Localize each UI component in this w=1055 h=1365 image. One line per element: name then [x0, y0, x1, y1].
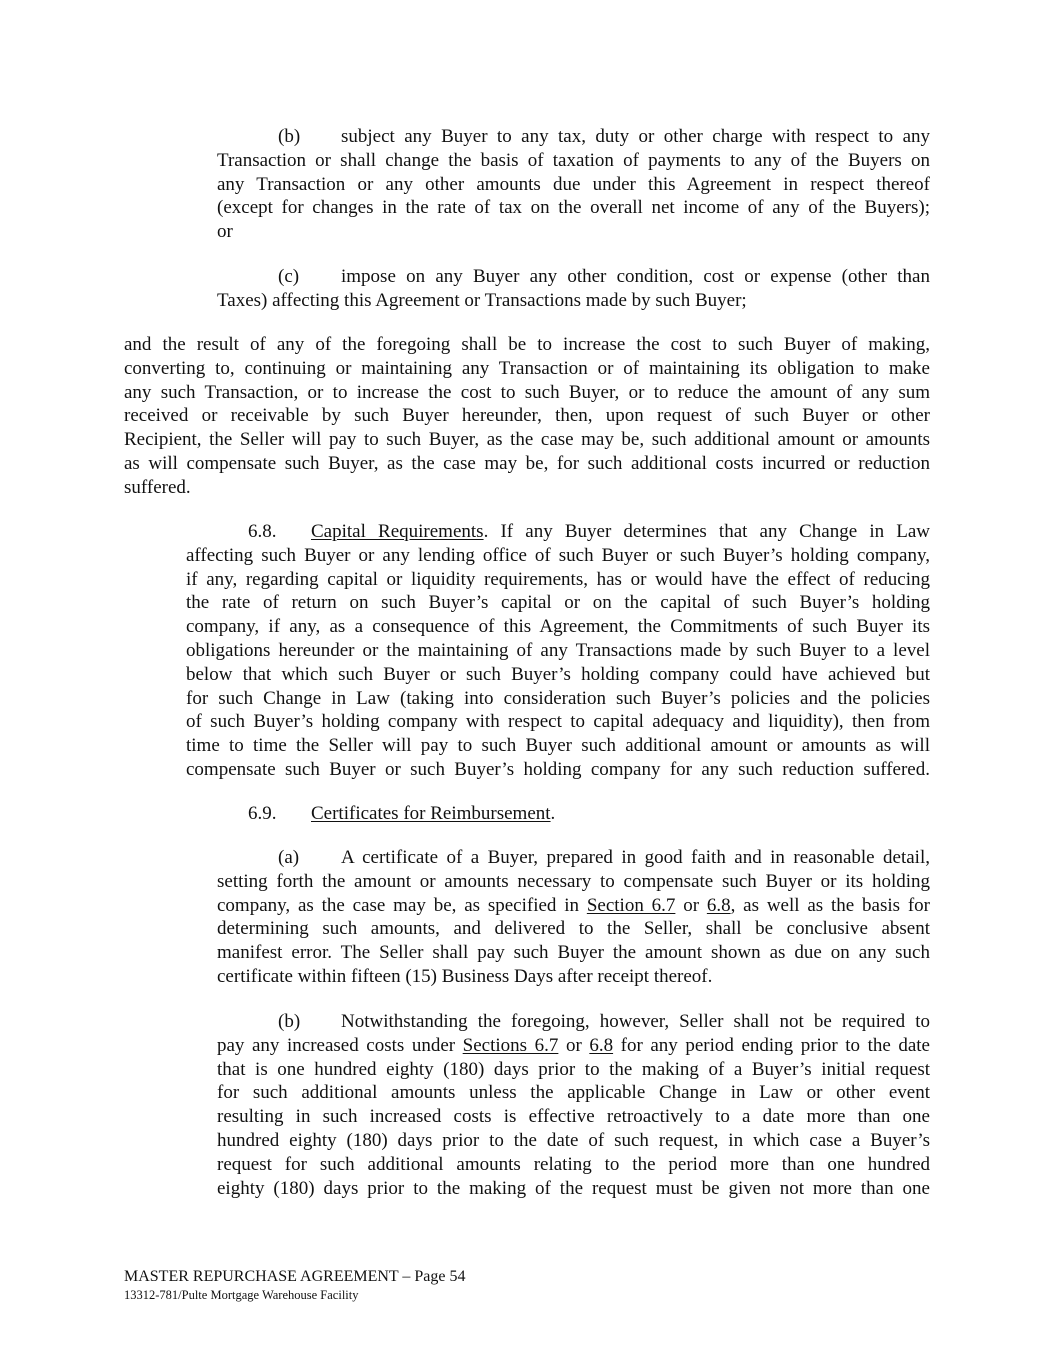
text-segment: Notwithstanding the foregoing, however, Seller shall not be required to — [341, 1011, 930, 1032]
cross-reference: Sections 6.7 — [462, 1034, 559, 1056]
text-segment: Taxes) affecting this Agreement or Transactions made by such Buyer; — [217, 289, 747, 311]
paragraph-b-tax — [217, 125, 930, 244]
text-segment: determining such amounts, and delivered to the Seller, shall be conclusive absent — [217, 918, 930, 940]
text-line — [186, 663, 930, 687]
text-segment: resulting in such increased costs is effective retroactively to a date more than one — [217, 1106, 930, 1128]
text-segment: . — [550, 803, 556, 824]
paragraph-c-conditions — [217, 265, 930, 313]
paragraph-label: 6.9. — [248, 803, 277, 824]
text-line — [217, 1010, 930, 1034]
text-line — [186, 520, 930, 544]
text-segment: for such additional amounts unless the applicable Change in Law or other event — [217, 1082, 930, 1104]
text-line — [124, 428, 930, 452]
text-line — [124, 333, 930, 357]
text-line — [186, 687, 930, 711]
text-line — [124, 357, 930, 381]
text-segment: that is one hundred eighty (180) days prior to the making of a Buyer’s initial request — [217, 1058, 930, 1080]
text-line — [217, 1177, 930, 1201]
text-line — [217, 1105, 930, 1129]
text-segment: or — [558, 1034, 590, 1056]
text-line — [186, 615, 930, 639]
text-segment: compensate such Buyer or such Buyer’s holding company for any such reduction suffered. — [186, 758, 930, 780]
text-line — [186, 710, 930, 734]
text-line — [217, 894, 930, 918]
text-segment: if any, regarding capital or liquidity requirements, has or would have the effect of reducing — [186, 568, 930, 590]
cross-reference: Capital Requirements — [311, 521, 484, 542]
text-segment: company, if any, as a consequence of this Agreement, the Commitments of such Buyer its — [186, 616, 930, 638]
text-line — [124, 476, 930, 500]
text-segment: obligations hereunder or the maintaining of any Transactions made by such Buyer to a level — [186, 639, 930, 661]
text-segment: converting to, continuing or maintaining any Transaction or of maintaining its obligation to make — [124, 357, 930, 379]
text-segment: and the result of any of the foregoing shall be to increase the cost to such Buyer of making, — [124, 334, 930, 355]
text-segment: or — [675, 894, 707, 916]
cross-reference: Certificates for Reimbursement — [311, 803, 551, 824]
text-line — [217, 125, 930, 149]
paragraph-result — [124, 333, 930, 500]
text-line — [217, 220, 930, 244]
text-segment: (except for changes in the rate of tax on the overall net income of any of the Buyers); — [217, 197, 930, 219]
text-segment: as will compensate such Buyer, as the case may be, for such additional costs incurred or reduction — [124, 452, 930, 474]
text-segment: for any period ending prior to the date — [613, 1034, 930, 1056]
text-line — [217, 173, 930, 197]
text-segment: manifest error. The Seller shall pay such Buyer the amount shown as due on any such — [217, 942, 930, 964]
footer-doc-id: 13312-781/Pulte Mortgage Warehouse Facility — [124, 1288, 359, 1302]
text-segment: of such Buyer’s holding company with respect to capital adequacy and liquidity), then from — [186, 711, 930, 733]
text-line — [186, 734, 930, 758]
cross-reference: Section 6.7 — [586, 894, 676, 916]
text-line — [124, 381, 930, 405]
text-segment: any such Transaction, or to increase the cost to such Buyer, or to reduce the amount of any sum — [124, 381, 930, 403]
text-segment: request for such additional amounts relating to the period more than one hundred — [217, 1153, 930, 1175]
text-line — [217, 941, 930, 965]
text-segment: time to time the Seller will pay to such Buyer such additional amount or amounts as will — [186, 735, 930, 757]
paragraph-label: (b) — [278, 1011, 301, 1032]
text-line — [186, 802, 930, 826]
text-line — [217, 265, 930, 289]
section-6-9-b — [217, 1010, 930, 1200]
text-line — [217, 917, 930, 941]
section-6-8-capital-requirements — [186, 520, 930, 782]
paragraph-label: (b) — [278, 126, 301, 147]
text-line — [217, 1034, 930, 1058]
text-segment: impose on any Buyer any other condition, cost or expense (other than — [341, 266, 930, 287]
text-line — [124, 452, 930, 476]
section-6-9-heading — [186, 802, 930, 826]
text-segment: below that which such Buyer or such Buyer’s holding company could have achieved but — [186, 663, 930, 685]
text-segment: Recipient, the Seller will pay to such Buyer, as the case may be, such additional amount or amounts — [124, 429, 930, 451]
text-segment: hundred eighty (180) days prior to the date of such request, in which case a Buyer’s — [217, 1129, 930, 1151]
text-line — [217, 149, 930, 173]
text-line — [124, 404, 930, 428]
text-segment: , as well as the basis for — [730, 894, 930, 916]
text-line — [217, 289, 930, 313]
section-6-9-a — [217, 846, 930, 989]
text-segment: the rate of return on such Buyer’s capital or on the capital of such Buyer’s holding — [186, 592, 930, 614]
text-line — [217, 965, 930, 989]
text-segment: suffered. — [124, 476, 191, 498]
text-line — [186, 568, 930, 592]
paragraph-label: (a) — [278, 847, 300, 868]
text-line — [217, 196, 930, 220]
text-line — [186, 544, 930, 568]
text-segment: A certificate of a Buyer, prepared in good faith and in reasonable detail, — [341, 847, 930, 868]
text-line — [186, 591, 930, 615]
text-line — [186, 639, 930, 663]
text-segment: certificate within fifteen (15) Business Days after receipt thereof. — [217, 965, 713, 987]
text-segment: . If any Buyer determines that any Change in Law — [483, 521, 930, 542]
text-segment: received or receivable by such Buyer hereunder, then, upon request of such Buyer or other — [124, 405, 930, 427]
text-line — [217, 1081, 930, 1105]
text-segment: company, as the case may be, as specified in — [217, 894, 587, 916]
paragraph-label: 6.8. — [248, 521, 277, 542]
text-segment: any Transaction or any other amounts due under this Agreement in respect thereof — [217, 173, 930, 195]
paragraph-label: (c) — [278, 266, 300, 287]
text-segment: setting forth the amount or amounts necessary to compensate such Buyer or its holding — [217, 870, 930, 892]
text-segment: eighty (180) days prior to the making of the request must be given not more than one — [217, 1177, 930, 1199]
text-line — [186, 758, 930, 782]
text-line — [217, 1058, 930, 1082]
text-line — [217, 870, 930, 894]
text-segment: pay any increased costs under — [217, 1034, 463, 1056]
footer-title: MASTER REPURCHASE AGREEMENT – Page 54 — [124, 1268, 466, 1285]
text-segment: subject any Buyer to any tax, duty or other charge with respect to any — [341, 126, 930, 147]
cross-reference: 6.8 — [589, 1034, 614, 1056]
cross-reference: 6.8 — [706, 894, 731, 916]
text-line — [217, 1129, 930, 1153]
text-line — [217, 1153, 930, 1177]
text-segment: for such Change in Law (taking into consideration such Buyer’s policies and the policies — [186, 687, 930, 709]
text-segment: Transaction or shall change the basis of taxation of payments to any of the Buyers on — [217, 149, 930, 171]
text-line — [217, 846, 930, 870]
text-segment: affecting such Buyer or any lending office of such Buyer or such Buyer’s holding company, — [186, 544, 930, 566]
text-segment: or — [217, 221, 233, 243]
